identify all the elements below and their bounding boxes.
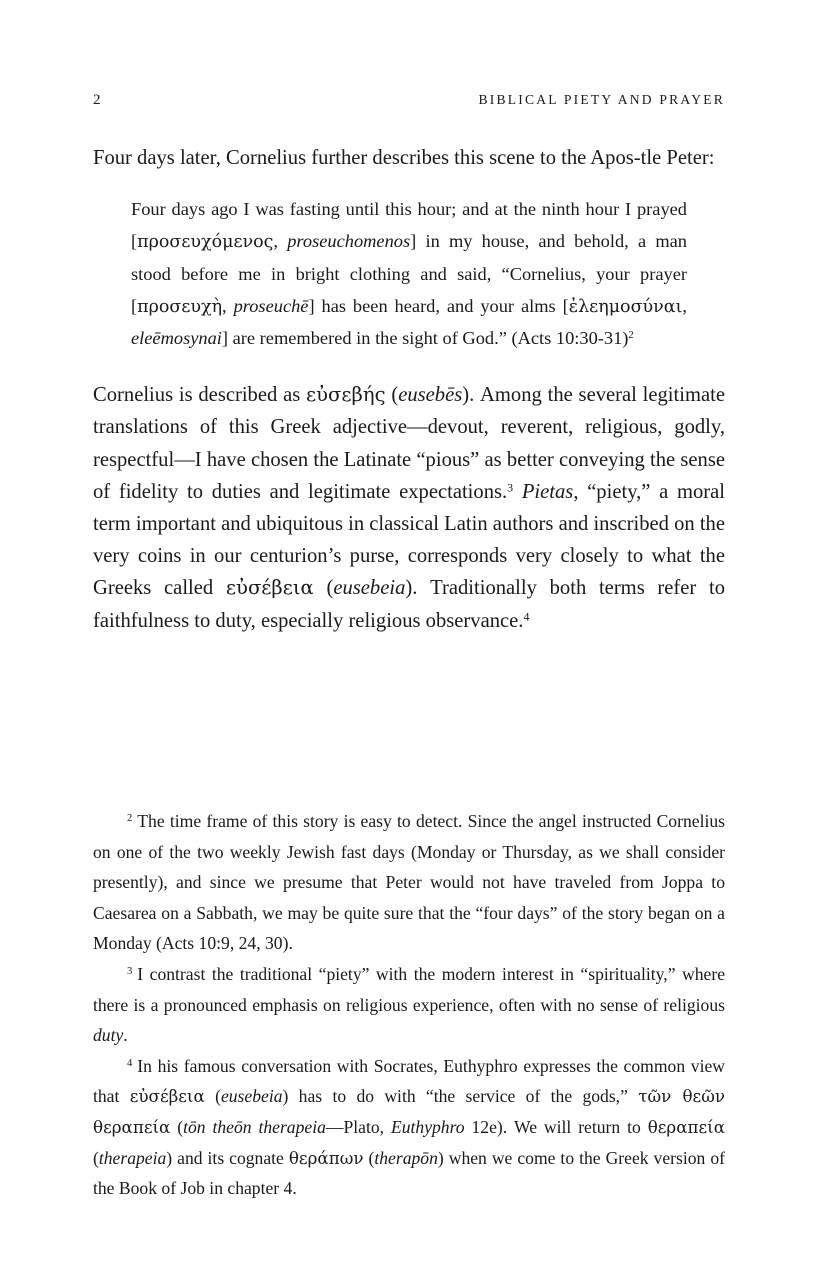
footnote-ref-3[interactable]: 3 (507, 480, 514, 495)
footnote-4-part3: ) has to do with “the service of the gods,” (282, 1086, 639, 1107)
footnote-4-part9: ( (363, 1147, 375, 1168)
extract-sep1: , (273, 231, 288, 251)
footnote-ref-4[interactable]: 4 (523, 609, 530, 624)
footnote-4-part2: ( (204, 1086, 221, 1107)
extract-sep3: , (682, 295, 687, 316)
italic-duty: duty (93, 1025, 124, 1046)
extract-sep2: , (222, 295, 234, 316)
greek-therapon: θεράπων (288, 1147, 364, 1168)
greek-ton-theon-therapeia: τῶν θεῶν θεραπεία (93, 1086, 725, 1137)
main-part4 (513, 481, 522, 503)
translit-eusebeia: eusebeia (333, 577, 406, 600)
block-quote-paragraph (131, 194, 687, 355)
main-paragraph (93, 379, 725, 637)
footnote-3-part2: . (123, 1025, 128, 1046)
translit-proseuche: proseuchē (233, 295, 309, 316)
translit-eusebeia-fn: eusebeia (220, 1086, 283, 1107)
footnote-4-part5: —Plato, (325, 1116, 391, 1137)
extract-part4: ] are remembered in the sight of God.” (Acts 10:30-31) (221, 328, 629, 349)
translit-eleemosynai: eleēmosynai (131, 328, 222, 349)
main-part6: ( (313, 577, 334, 600)
main-part1: Cornelius is described as (93, 384, 307, 407)
translit-eusebes: eusebēs (398, 384, 463, 407)
footnote-4-part8: ) and its cognate (166, 1147, 289, 1168)
footnote-3-part1: I contrast the traditional “piety” with the modern interest in “spirituality,” where there is a pronounced emphasis on religious experience, often with no sense of religious (93, 963, 725, 1015)
folio-number: 2 (93, 92, 101, 108)
running-head-title: BIBLICAL PIETY AND PRAYER (478, 92, 725, 107)
greek-proseuchomenos: προσευχόμενος (137, 232, 274, 252)
footnote-2 (93, 806, 725, 959)
translit-therapeia: therapeia (98, 1147, 167, 1168)
footnote-marker-2: 2 (127, 812, 133, 824)
page-content (93, 0, 725, 1280)
intro-text: Four days later, Cornelius further describes this scene to the Apos-tle Peter: (93, 147, 715, 169)
footnote-2-text: The time frame of this story is easy to detect. Since the angel instructed Cornelius on one of the two weekly Jewish fast days (Monday or Thursday, as we shall consider presently), and since we presume that Peter would not have traveled from Joppa to Caesarea on a Sabbath, we may be quite sure that the “four days” of the story began on a Monday (Acts 10:9, 24, 30). (93, 811, 725, 954)
body-text (93, 142, 725, 637)
greek-eusebeia-fn: εὐσέβεια (129, 1086, 205, 1107)
footnote-4 (93, 1051, 725, 1204)
extract-part2: ] in my house, and behold, a man stood before me in bright clothing and said, “Cornelius, your prayer [ (131, 231, 687, 316)
italic-pietas: Pietas (521, 480, 574, 503)
greek-therapeia: θεραπεία (647, 1116, 726, 1137)
greek-eusebes: εὐσεβής (306, 383, 386, 407)
block-quote-acts (93, 194, 725, 355)
greek-proseuche: προσευχὴ (137, 296, 223, 317)
footnote-marker-4: 4 (127, 1057, 133, 1069)
main-part7: ). Traditionally both terms refer to faithfulness to duty, especially religious observance. (93, 577, 726, 632)
main-part3: ). Among the several legitimate translations of this Greek adjective—devout, reverent, religious, godly, respectful—I have chosen the Latinate “pious” as better conveying the sense of fidelity to duties and legitimate expectations. (93, 384, 725, 503)
footnote-4-part4: ( (170, 1116, 184, 1137)
running-head (93, 92, 725, 109)
extract-part1: Four days ago I was fasting until this hour; and at the ninth hour I prayed [ (131, 199, 687, 251)
greek-eusebeia: εὐσέβεια (225, 576, 314, 600)
translit-proseuchomenos: proseuchomenos (287, 231, 411, 251)
footnote-4-part6: 12e). We will return to (464, 1116, 648, 1137)
footnote-4-part7: ( (93, 1147, 99, 1168)
intro-paragraph (93, 142, 725, 174)
footnote-3 (93, 959, 725, 1051)
footnotes-area (93, 806, 725, 1204)
extract-part3: ] has been heard, and your alms [ (308, 295, 569, 316)
footnote-4-part1: In his famous conversation with Socrates, Euthyphro expresses the common view that (93, 1055, 725, 1107)
translit-ton-theon-therapeia: tōn theōn therapeia (183, 1116, 326, 1137)
footnote-4-part10: ) when we come to the Greek version of the Book of Job in chapter 4. (93, 1147, 725, 1199)
translit-therapon: therapōn (374, 1147, 438, 1168)
italic-euthyphro: Euthyphro (390, 1116, 465, 1137)
footnote-ref-2[interactable]: 2 (628, 329, 634, 342)
greek-eleemosynai: ἐλεημοσύναι (568, 296, 683, 317)
main-part2: ( (385, 384, 399, 407)
main-part5: , “piety,” a moral term important and ubiquitous in classical Latin authors and inscribed on the very coins in our centurion’s purse, corresponds very closely to what the Greeks called (93, 480, 726, 600)
footnote-marker-3: 3 (127, 965, 133, 977)
